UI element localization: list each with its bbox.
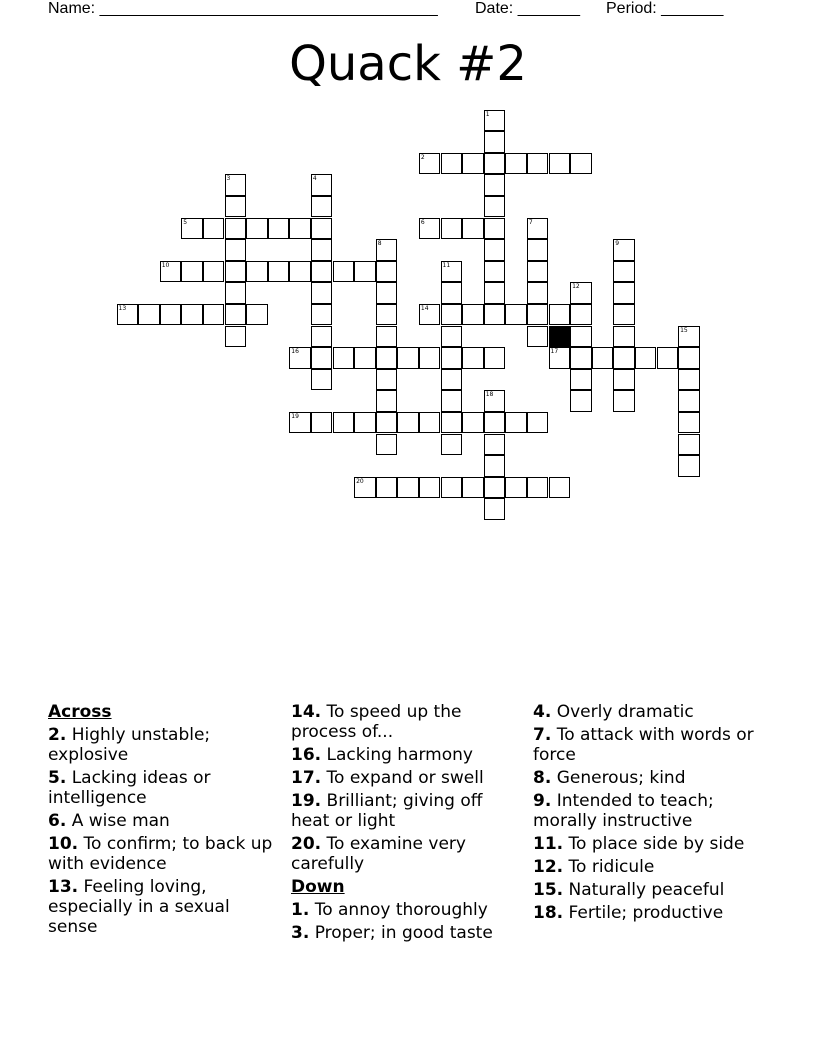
grid-cell[interactable] xyxy=(225,218,247,240)
grid-cell[interactable] xyxy=(289,347,311,369)
grid-cell[interactable] xyxy=(484,347,506,369)
grid-cell[interactable] xyxy=(203,218,225,240)
grid-cell[interactable] xyxy=(613,326,635,348)
grid-cell[interactable] xyxy=(311,282,333,304)
grid-cell[interactable] xyxy=(289,412,311,434)
date-field[interactable]: Date: _______ xyxy=(475,0,580,17)
grid-cell[interactable] xyxy=(333,412,355,434)
grid-cell[interactable] xyxy=(678,412,700,434)
grid-cell[interactable] xyxy=(289,218,311,240)
grid-cell[interactable] xyxy=(570,390,592,412)
clue-number: 19 xyxy=(291,412,299,420)
grid-cell[interactable] xyxy=(484,239,506,261)
grid-cell[interactable] xyxy=(311,369,333,391)
grid-cell[interactable] xyxy=(462,153,484,175)
grid-cell[interactable] xyxy=(527,218,549,240)
grid-cell[interactable] xyxy=(549,153,571,175)
clue-number: 8 xyxy=(377,240,382,248)
grid-cell[interactable] xyxy=(397,412,419,434)
grid-cell[interactable] xyxy=(527,239,549,261)
clue-number: 6 xyxy=(420,218,425,226)
grid-cell[interactable] xyxy=(311,196,333,218)
grid-cell[interactable] xyxy=(203,261,225,283)
grid-cell[interactable] xyxy=(376,304,398,326)
grid-cell[interactable] xyxy=(354,412,376,434)
grid-cell[interactable] xyxy=(570,153,592,175)
grid-cell[interactable] xyxy=(441,434,463,456)
grid-cell[interactable] xyxy=(160,304,182,326)
grid-cell[interactable] xyxy=(678,390,700,412)
clue-number: 20 xyxy=(356,477,364,485)
grid-cell[interactable] xyxy=(203,304,225,326)
down-clue: 1. To annoy thoroughly xyxy=(291,900,488,920)
grid-cell[interactable] xyxy=(225,174,247,196)
grid-cell[interactable] xyxy=(462,477,484,499)
grid-cell[interactable] xyxy=(484,304,506,326)
grid-cell[interactable] xyxy=(657,347,679,369)
grid-cell[interactable] xyxy=(484,477,506,499)
grid-cell[interactable] xyxy=(484,282,506,304)
grid-cell[interactable] xyxy=(527,326,549,348)
grid-cell[interactable] xyxy=(678,347,700,369)
grid-cell[interactable] xyxy=(549,304,571,326)
grid-cell[interactable] xyxy=(570,347,592,369)
grid-cell[interactable] xyxy=(462,218,484,240)
grid-cell[interactable] xyxy=(484,196,506,218)
across-clue: 17. To expand or swell xyxy=(291,768,484,788)
grid-cell[interactable] xyxy=(311,218,333,240)
down-clue: 9. Intended to teach; morally instructive xyxy=(533,791,714,831)
across-clue: 20. To examine very carefully xyxy=(291,834,466,874)
grid-cell[interactable] xyxy=(678,369,700,391)
grid-cell[interactable] xyxy=(462,304,484,326)
across-clue: 16. Lacking harmony xyxy=(291,745,473,765)
grid-cell[interactable] xyxy=(397,347,419,369)
grid-cell[interactable] xyxy=(376,477,398,499)
grid-cell[interactable] xyxy=(419,347,441,369)
grid-cell[interactable] xyxy=(441,218,463,240)
clue-number: 16 xyxy=(291,348,299,356)
grid-cell[interactable] xyxy=(246,261,268,283)
grid-cell[interactable] xyxy=(570,326,592,348)
across-heading: Across xyxy=(48,702,112,722)
across-clue: 13. Feeling loving, especially in a sexual sense xyxy=(48,877,230,937)
grid-cell[interactable] xyxy=(376,347,398,369)
clue-column-3 xyxy=(533,702,773,926)
grid-cell[interactable] xyxy=(225,239,247,261)
grid-cell[interactable] xyxy=(635,347,657,369)
clue-number: 2 xyxy=(420,153,425,161)
grid-cell[interactable] xyxy=(484,153,506,175)
grid-cell[interactable] xyxy=(484,218,506,240)
grid-cell[interactable] xyxy=(613,261,635,283)
grid-cell[interactable] xyxy=(484,131,506,153)
grid-cell[interactable] xyxy=(246,304,268,326)
grid-cell[interactable] xyxy=(505,153,527,175)
grid-cell[interactable] xyxy=(484,110,506,132)
across-clue: 19. Brilliant; giving off heat or light xyxy=(291,791,483,831)
clue-number: 7 xyxy=(528,218,533,226)
grid-cell[interactable] xyxy=(181,304,203,326)
grid-cell[interactable] xyxy=(419,218,441,240)
clue-number: 13 xyxy=(118,304,127,312)
grid-cell[interactable] xyxy=(678,434,700,456)
grid-cell[interactable] xyxy=(592,347,614,369)
grid-cell[interactable] xyxy=(527,282,549,304)
grid-cell[interactable] xyxy=(484,390,506,412)
grid-cell[interactable] xyxy=(462,347,484,369)
clue-number: 18 xyxy=(485,391,494,399)
clue-number: 4 xyxy=(312,175,317,183)
across-clue: 5. Lacking ideas or intelligence xyxy=(48,768,211,808)
clue-number: 1 xyxy=(485,110,490,118)
grid-cell[interactable] xyxy=(419,412,441,434)
grid-cell[interactable] xyxy=(613,347,635,369)
grid-cell[interactable] xyxy=(419,153,441,175)
grid-cell[interactable] xyxy=(333,261,355,283)
grid-cell[interactable] xyxy=(311,239,333,261)
clue-number: 3 xyxy=(226,175,231,183)
clue-number: 5 xyxy=(183,218,188,226)
clue-number: 17 xyxy=(550,348,559,356)
grid-cell[interactable] xyxy=(549,477,571,499)
grid-cell[interactable] xyxy=(484,498,506,520)
grid-cell[interactable] xyxy=(527,261,549,283)
grid-cell[interactable] xyxy=(311,347,333,369)
clue-column-2 xyxy=(291,702,521,946)
grid-cell[interactable] xyxy=(268,261,290,283)
clue-number: 12 xyxy=(572,283,580,291)
grid-cell[interactable] xyxy=(441,369,463,391)
across-clue: 14. To speed up the process of... xyxy=(291,702,462,742)
grid-cell[interactable] xyxy=(376,369,398,391)
down-clue: 7. To attack with words or force xyxy=(533,725,754,765)
grid-cell[interactable] xyxy=(225,326,247,348)
down-clue: 4. Overly dramatic xyxy=(533,702,694,722)
grid-cell[interactable] xyxy=(441,412,463,434)
grid-cell[interactable] xyxy=(462,412,484,434)
grid-cell[interactable] xyxy=(311,326,333,348)
grid-cell[interactable] xyxy=(354,347,376,369)
grid-cell[interactable] xyxy=(613,369,635,391)
grid-cell[interactable] xyxy=(441,153,463,175)
grid-cell[interactable] xyxy=(333,347,355,369)
grid-cell[interactable] xyxy=(441,390,463,412)
grid-cell[interactable] xyxy=(225,304,247,326)
down-clue: 15. Naturally peaceful xyxy=(533,880,725,900)
grid-cell[interactable] xyxy=(527,477,549,499)
grid-cell[interactable] xyxy=(441,282,463,304)
grid-cell[interactable] xyxy=(678,326,700,348)
grid-cell[interactable] xyxy=(441,261,463,283)
grid-cell[interactable] xyxy=(117,304,139,326)
grid-cell[interactable] xyxy=(311,261,333,283)
grid-cell[interactable] xyxy=(527,153,549,175)
grid-cell[interactable] xyxy=(311,304,333,326)
grid-cell[interactable] xyxy=(505,477,527,499)
clue-column-1 xyxy=(48,702,278,940)
grid-cell[interactable] xyxy=(527,304,549,326)
grid-cell[interactable] xyxy=(268,218,290,240)
down-clue: 3. Proper; in good taste xyxy=(291,923,493,943)
student-info-header xyxy=(48,0,788,20)
grid-cell[interactable] xyxy=(397,477,419,499)
across-clue: 10. To confirm; to back up with evidence xyxy=(48,834,273,874)
grid-cell[interactable] xyxy=(484,455,506,477)
grid-cell[interactable] xyxy=(441,347,463,369)
across-clue: 2. Highly unstable; explosive xyxy=(48,725,211,765)
down-heading: Down xyxy=(291,877,345,897)
grid-cell[interactable] xyxy=(376,412,398,434)
grid-cell[interactable] xyxy=(376,390,398,412)
black-cell xyxy=(549,326,571,348)
clue-number: 15 xyxy=(680,326,688,334)
grid-cell[interactable] xyxy=(549,347,571,369)
grid-cell[interactable] xyxy=(441,477,463,499)
clue-number: 14 xyxy=(420,304,429,312)
down-clue: 18. Fertile; productive xyxy=(533,903,724,923)
name-field[interactable]: Name: ______________________________________ xyxy=(48,0,438,17)
grid-cell[interactable] xyxy=(441,304,463,326)
grid-cell[interactable] xyxy=(354,477,376,499)
grid-cell[interactable] xyxy=(225,282,247,304)
clue-number: 10 xyxy=(161,261,170,269)
grid-cell[interactable] xyxy=(570,369,592,391)
grid-cell[interactable] xyxy=(527,412,549,434)
grid-cell[interactable] xyxy=(376,282,398,304)
grid-cell[interactable] xyxy=(138,304,160,326)
grid-cell[interactable] xyxy=(613,239,635,261)
grid-cell[interactable] xyxy=(505,304,527,326)
down-clue: 8. Generous; kind xyxy=(533,768,686,788)
down-clue: 12. To ridicule xyxy=(533,857,655,877)
grid-cell[interactable] xyxy=(570,304,592,326)
page-title: Quack #2 xyxy=(289,36,527,92)
grid-cell[interactable] xyxy=(225,196,247,218)
clue-number: 9 xyxy=(615,240,620,248)
grid-cell[interactable] xyxy=(181,261,203,283)
grid-cell[interactable] xyxy=(613,282,635,304)
grid-cell[interactable] xyxy=(484,174,506,196)
grid-cell[interactable] xyxy=(376,239,398,261)
grid-cell[interactable] xyxy=(613,304,635,326)
down-clue: 11. To place side by side xyxy=(533,834,745,854)
grid-cell[interactable] xyxy=(246,218,268,240)
across-clue: 6. A wise man xyxy=(48,811,170,831)
period-field[interactable]: Period: _______ xyxy=(606,0,724,17)
grid-cell[interactable] xyxy=(376,261,398,283)
grid-cell[interactable] xyxy=(484,412,506,434)
grid-cell[interactable] xyxy=(160,261,182,283)
grid-cell[interactable] xyxy=(225,261,247,283)
grid-cell[interactable] xyxy=(419,477,441,499)
grid-cell[interactable] xyxy=(376,326,398,348)
grid-cell[interactable] xyxy=(613,390,635,412)
grid-cell[interactable] xyxy=(311,412,333,434)
grid-cell[interactable] xyxy=(289,261,311,283)
grid-cell[interactable] xyxy=(354,261,376,283)
grid-cell[interactable] xyxy=(181,218,203,240)
grid-cell[interactable] xyxy=(505,412,527,434)
grid-cell[interactable] xyxy=(419,304,441,326)
grid-cell[interactable] xyxy=(441,326,463,348)
grid-cell[interactable] xyxy=(376,434,398,456)
grid-cell[interactable] xyxy=(311,174,333,196)
grid-cell[interactable] xyxy=(570,282,592,304)
grid-cell[interactable] xyxy=(484,434,506,456)
grid-cell[interactable] xyxy=(484,261,506,283)
clue-number: 11 xyxy=(442,261,451,269)
grid-cell[interactable] xyxy=(678,455,700,477)
